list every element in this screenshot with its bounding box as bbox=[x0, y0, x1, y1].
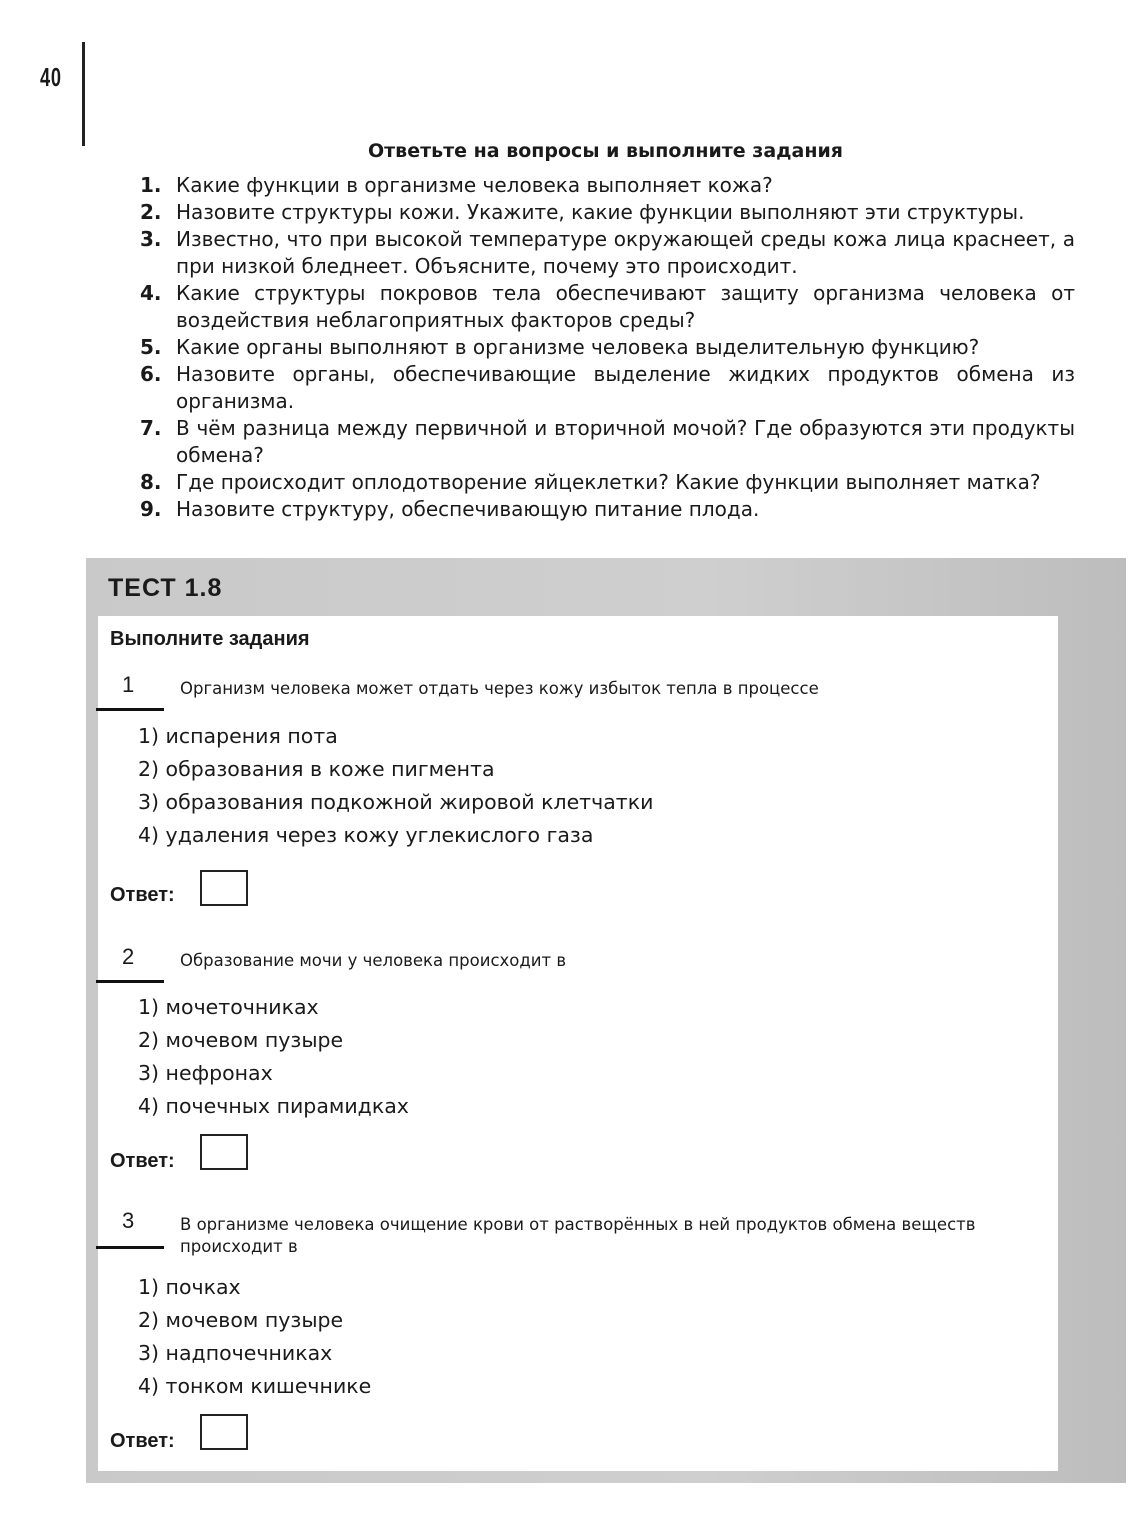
answer-box[interactable] bbox=[200, 870, 248, 906]
question-item bbox=[140, 226, 1075, 280]
task-number-underline bbox=[96, 708, 164, 711]
question-item bbox=[140, 334, 1075, 361]
question-number: 8. bbox=[140, 470, 162, 494]
task-options bbox=[138, 1271, 371, 1403]
task-number-underline bbox=[96, 1246, 164, 1249]
task-prompt: Образование мочи у человека происходит в bbox=[180, 951, 567, 970]
question-text: Известно, что при высокой температуре окружающей среды кожа лица краснеет, а при низкой бледнеет. Объясните, почему это происходит. bbox=[176, 227, 1075, 278]
question-number: 6. bbox=[140, 362, 162, 386]
task-number-underline bbox=[96, 980, 164, 983]
answer-box[interactable] bbox=[200, 1414, 248, 1450]
task-options bbox=[138, 991, 409, 1123]
test-title: ТЕСТ 1.8 bbox=[108, 574, 223, 602]
answer-option: 4) тонком кишечнике bbox=[138, 1374, 372, 1398]
question-number: 1. bbox=[140, 173, 162, 197]
answer-box[interactable] bbox=[200, 1134, 248, 1170]
task-prompt: Организм человека может отдать через кожу избыток тепла в процессе bbox=[180, 679, 819, 698]
task-prompt: В организме человека очищение крови от растворённых в ней продуктов обмена веществ происходит в bbox=[180, 1215, 976, 1256]
question-text: Назовите органы, обеспечивающие выделение жидких продуктов обмена из организма. bbox=[176, 362, 1075, 413]
answer-option: 1) почках bbox=[138, 1275, 241, 1299]
question-item bbox=[140, 496, 1075, 523]
answer-option: 2) образования в коже пигмента bbox=[138, 757, 495, 781]
margin-rule bbox=[82, 42, 85, 146]
question-text: Какие функции в организме человека выполняет кожа? bbox=[176, 173, 773, 197]
answer-option: 1) мочеточниках bbox=[138, 995, 319, 1019]
question-number: 4. bbox=[140, 281, 162, 305]
task-number: 2 bbox=[122, 944, 135, 969]
answer-option: 2) мочевом пузыре bbox=[138, 1308, 344, 1332]
question-item bbox=[140, 172, 1075, 199]
answer-label: Ответ: bbox=[110, 884, 175, 906]
answer-option: 3) надпочечниках bbox=[138, 1341, 333, 1365]
task-options bbox=[138, 720, 653, 852]
question-item bbox=[140, 280, 1075, 334]
test-instructions: Выполните задания bbox=[110, 628, 310, 650]
question-number: 5. bbox=[140, 335, 162, 359]
question-list bbox=[140, 172, 1075, 523]
answer-option: 3) образования подкожной жировой клетчатки bbox=[138, 790, 654, 814]
answer-option: 4) удаления через кожу углекислого газа bbox=[138, 823, 594, 847]
task-number: 1 bbox=[122, 672, 135, 697]
answer-option: 1) испарения пота bbox=[138, 724, 338, 748]
question-number: 3. bbox=[140, 227, 162, 251]
question-item bbox=[140, 469, 1075, 496]
answer-option: 4) почечных пирамидках bbox=[138, 1094, 409, 1118]
question-text: Какие органы выполняют в организме человека выделительную функцию? bbox=[176, 335, 980, 359]
question-text: Где происходит оплодотворение яйцеклетки? Какие функции выполняет матка? bbox=[176, 470, 1041, 494]
answer-label: Ответ: bbox=[110, 1150, 175, 1172]
question-text: Какие структуры покровов тела обеспечивают защиту организма человека от воздействия неблагоприятных факторов среды? bbox=[176, 281, 1075, 332]
questions-heading: Ответьте на вопросы и выполните задания bbox=[368, 140, 843, 162]
question-text: Назовите структуры кожи. Укажите, какие функции выполняют эти структуры. bbox=[176, 200, 1025, 224]
question-text: В чём разница между первичной и вторичной мочой? Где образуются эти продукты обмена? bbox=[176, 416, 1075, 467]
answer-option: 3) нефронах bbox=[138, 1061, 273, 1085]
answer-label: Ответ: bbox=[110, 1430, 175, 1452]
question-item bbox=[140, 361, 1075, 415]
answer-option: 2) мочевом пузыре bbox=[138, 1028, 344, 1052]
question-text: Назовите структуру, обеспечивающую питание плода. bbox=[176, 497, 760, 521]
question-item bbox=[140, 199, 1075, 226]
question-item bbox=[140, 415, 1075, 469]
question-number: 7. bbox=[140, 416, 162, 440]
question-number: 9. bbox=[140, 497, 162, 521]
page-number: 40 bbox=[40, 62, 62, 92]
question-number: 2. bbox=[140, 200, 162, 224]
task-number: 3 bbox=[122, 1208, 135, 1233]
